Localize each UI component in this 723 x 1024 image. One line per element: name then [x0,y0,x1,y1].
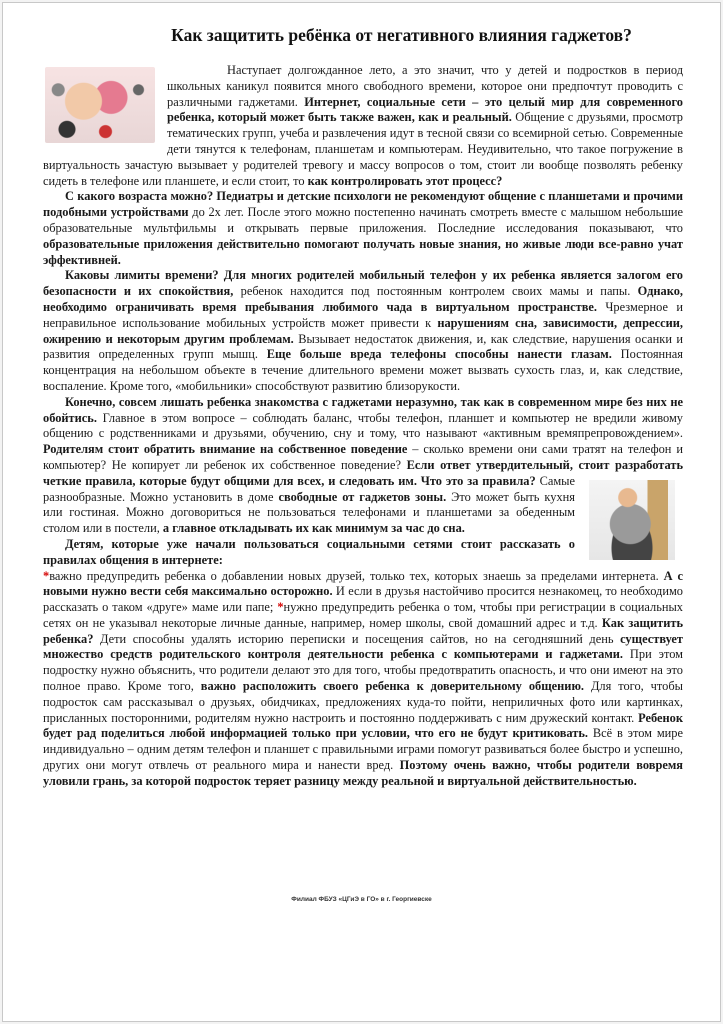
text-run: Еще больше вреда телефоны способны нанести глазам. [266,347,612,362]
child-sleeping-with-gadgets-image [45,67,155,143]
paragraph [43,569,683,790]
text-run: Конечно, совсем лишать ребенка знакомства с гаджетами неразумно, так как в современном мире без них не обойтись. [43,394,683,425]
text-run: свободные от гаджетов зоны. [278,489,447,504]
text-run: Это может быть кухня или гостиная. Можно договориться не пользоваться телефонами и планшетами за обеденным столом или в постели, [43,489,575,536]
paragraph [43,268,683,394]
text-run: При этом подростку нужно объяснить, что родители делают это для того, чтобы предотвратить опасность, и что они имеют на это полное право. Кроме того, [43,647,683,694]
text-run: Интернет, социальные сети – это целый мир для современного ребенка, который может быть также важен, как и реальный. [167,94,683,125]
text-run: Родителям стоит обратить внимание на собственное поведение [43,442,408,457]
text-run: Общение с друзьями, просмотр тематических групп, учеба и развлечения идут в тесной связи со всемирной сетью. Современные дети тянутся к телефонам, планшетам и компьютерам. Неудивительно, что такое погружение в виртуальность зачастую вызывает у родителей тревогу и массу вопросов о том, стоит ли вообще позволять ребенку сидеть в телефоне или планшете, и если стоит, то [43,110,683,188]
text-run: важно расположить своего ребенка к доверительному общению. [200,679,585,694]
text-run: А с новыми нужно вести себя максимально осторожно. [43,568,684,599]
paragraph [43,395,683,537]
text-run: Вызывает недостаток движения, и, как следствие, нарушения осанки и развития определенных групп мышц. [43,331,683,362]
text-run: Если ответ утвердительный, стоит разработать четкие правила, которые будут общими для всех, и следовать им. Что это за правила? [43,457,684,488]
text-run: как контролировать этот процесс? [307,173,503,188]
text-run: ребенок находится под постоянным контролем своих мамы и папы. [233,284,638,299]
article-body [43,63,683,790]
text-run: существует множество средств родительского контроля деятельности ребенка с компьютерами и гаджетами. [43,631,683,662]
text-run: И если в друзья настойчиво просится незнакомец, то необходимо рассказать о таком «друге» маме или папе; [43,584,684,615]
text-run: Каковы лимиты времени? Для многих родителей мобильный телефон у их ребенка является залогом его безопасности и их спокойствия, [43,268,683,299]
text-run: нужно предупредить ребенка о том, чтобы при регистрации в социальных сетях он не указывал некоторые личные данные, например, номер школы, свой домашний адрес и т.д. [43,600,683,630]
text-run: Для того, чтобы подросток сам рассказывал о друзьях, обидчиках, предложениях куда-то пойти, неприличных фото или картинках, присланных посторонними, родителям нужно настроить и постоянно поддерживать с ним дружеский контакт. [43,679,683,725]
text-run: Дети способны удалять историю переписки и посещения сайтов, но на сегодняшний день [93,631,621,646]
text-run: Детям, которые уже начали пользоваться социальными сетями стоит рассказать о правилах общения в интернете: [43,536,575,567]
paragraph [43,537,683,569]
page-title: Как защитить ребёнка от негативного влияния гаджетов? [171,25,632,45]
text-run: Однако, необходимо ограничивать время пребывания любимого чада в виртуальном пространстве. [43,284,683,314]
text-run: Поэтому очень важно, чтобы родители вовремя уловили грань, за которой подросток теряет разницу между реальной и виртуальной действительностью. [43,758,683,788]
text-run: нарушениям сна, зависимости, депрессии, ожирению и некоторым другим проблемам. [43,315,683,346]
text-run: Самые разнообразные. Можно установить в доме [43,473,575,504]
text-run: до 2х лет. После этого можно постепенно начинать смотреть вместе с малышом небольшие образовательные мультфильмы и открывать первые приложения. Последние исследования показывают, что [43,205,683,235]
text-run: Главное в этом вопросе – соблюдать баланс, чтобы телефон, планшет и компьютер не вредили живому общению с родственниками и друзьями, обучению, сну и тому, что называют «активным времяпрепровождением». [43,410,683,441]
text-run: Чрезмерное и неправильное использование мобильных устройств может привести к [43,299,683,330]
text-run: Постоянная концентрация на небольшом объекте в течение длительного времени может вызвать сухость глаз, и, как следствие, воспаление. Кроме того, «мобильники» способствуют развитию близорукости. [43,347,684,393]
footer-organization: Филиал ФБУЗ «ЦГиЭ в ГО» в г. Георгиевске [291,896,432,903]
text-run: образовательные приложения действительно помогают получать новые знания, но живые люди все-равно учат эффективней. [43,236,683,267]
text-run: Наступает долгожданное лето, а это значит, что у детей и подростков в период школьных каникул появится много свободного времени, которое они предпочтут проводить с различными гаджетами. [167,63,683,109]
paragraph [43,189,683,268]
bullet-marker: * [43,568,50,583]
text-run: Ребенок будет рад поделиться любой информацией только при условии, что его не будут критиковать. [43,710,683,741]
text-run: важно предупредить ребенка о добавлении новых друзей, только тех, которых знаешь за пределами интернета. [49,568,664,583]
text-run: С какого возраста можно? Педиатры и детские психологи не рекомендуют общение с планшетами и прочими подобными устройствами [43,189,683,220]
text-run: Всё в этом мире индивидуально – одним детям телефон и планшет с правильными играми помогут развиваться более быстро и успешно, других они могут отвлечь от реального мира и нанести вред. [43,726,683,773]
text-run: а главное откладывать их как минимум за час до сна. [162,521,465,536]
boy-with-phone-image [589,480,675,560]
text-run: Как защитить ребенка? [43,615,683,646]
text-run: – сколько времени они сами тратят на телефон и компьютер? Не копирует ли ребенок их собственное поведение? [43,442,683,472]
document-page [2,2,721,1022]
bullet-marker: * [277,600,284,615]
